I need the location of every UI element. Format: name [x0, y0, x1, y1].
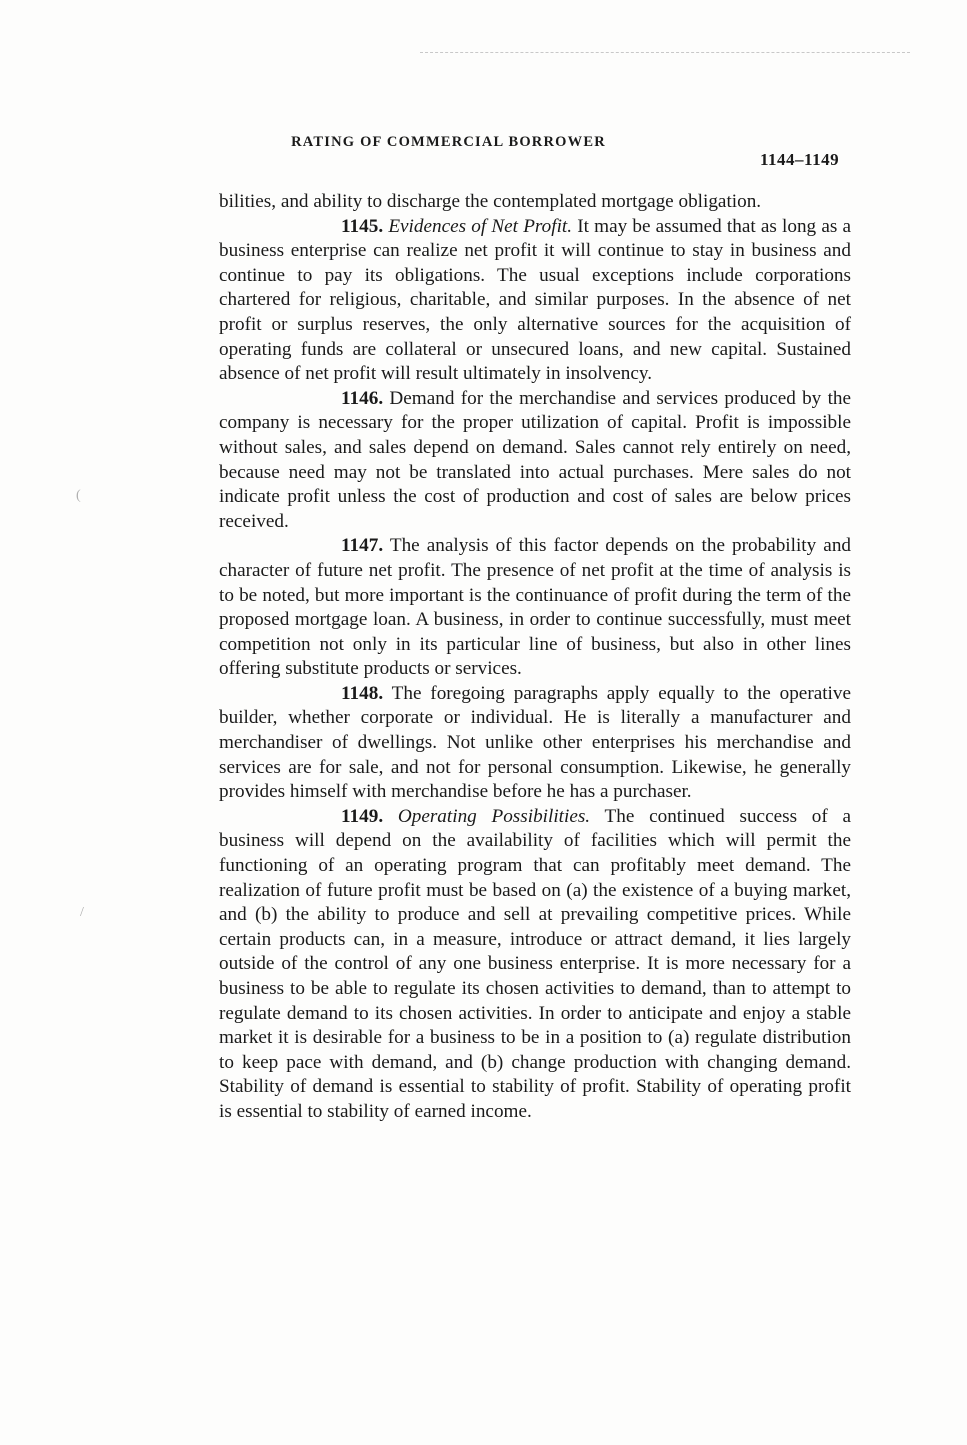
paragraph-number: 1149.	[341, 805, 384, 827]
margin-mark: (	[76, 488, 81, 503]
paragraph-1147	[219, 534, 851, 682]
margin-mark: /	[80, 905, 84, 920]
paragraph-1148	[219, 682, 851, 805]
running-header-title: RATING OF COMMERCIAL BORROWER	[291, 134, 606, 150]
section-range: 1144–1149	[760, 150, 840, 169]
paragraph-title: Operating Possibilities.	[397, 805, 591, 827]
paragraph-number: 1146.	[341, 387, 384, 409]
paragraph-number: 1147.	[341, 535, 384, 557]
body-text	[219, 190, 851, 1125]
paragraph-1145	[219, 215, 851, 387]
scan-edge-rule	[420, 52, 910, 53]
paragraph-text: The analysis of this factor depends on the probability and character of future net profit. The presence of net profit at the time of analysis is to be noted, but more important is the continuance of profit during the term of the proposed mortgage loan. A business, in order to continue successfully, must meet competition not only in its particular line of business, but also in other lines offering substitute products or services.	[219, 535, 852, 680]
paragraph-text: The foregoing paragraphs apply equally to the operative builder, whether corporate or individual. He is literally a manufacturer and merchandiser of dwellings. Not unlike other enterprises his merchandise and services are for sale, and not for personal consumption. Likewise, he generally provides himself with merchandise before he has a purchaser.	[219, 682, 851, 803]
paragraph-1149	[219, 805, 851, 1125]
paragraph-text: It may be assumed that as long as a business enterprise can realize net profit it will continue to stay in business and continue to pay its obligations. The usual exceptions include corporations chartered for religious, charitable, and similar purposes. In the absence of net profit or surplus reserves, the only alternative sources for the acquisition of operating funds are collateral or unsecured loans, and new capital. Sustained absence of net profit will result ultimately in insolvency.	[219, 215, 852, 385]
paragraph-number: 1148.	[341, 682, 384, 704]
paragraph-title: Evidences of Net Profit.	[388, 215, 573, 237]
paragraph-1146	[219, 387, 851, 535]
paragraph-text: Demand for the merchandise and services produced by the company is necessary for the proper utilization of capital. Profit is impossible without sales, and sales depend on demand. Sales cannot rely entirely on need, because need may not be translated into actual purchases. Mere sales do not indicate profit unless the cost of production and cost of sales are below prices received.	[219, 387, 852, 532]
continuation-text: bilities, and ability to discharge the contemplated mortgage obligation.	[219, 191, 762, 212]
paragraph-number: 1145.	[341, 215, 384, 237]
paragraph-text: The continued success of a business will depend on the availability of facilities which will permit the functioning of an operating program that can profitably meet demand. The realization of future profit must be based on (a) the existence of a buying market, and (b) the ability to produce and sell at prevailing competitive prices. While certain products can, in a measure, introduce or attract demand, it lies largely outside of the control of any one business enterprise. It is more necessary for a business to be able to regulate its chosen activities to demand, than to attempt to regulate demand to its chosen activities. In order to anticipate and enjoy a stable market it is desirable for a business to be in a position to (a) regulate distribution to keep pace with demand, and (b) change production with changing demand. Stability of demand is essential to stability of profit. Stability of operating profit is essential to stability of earned income.	[219, 805, 852, 1122]
